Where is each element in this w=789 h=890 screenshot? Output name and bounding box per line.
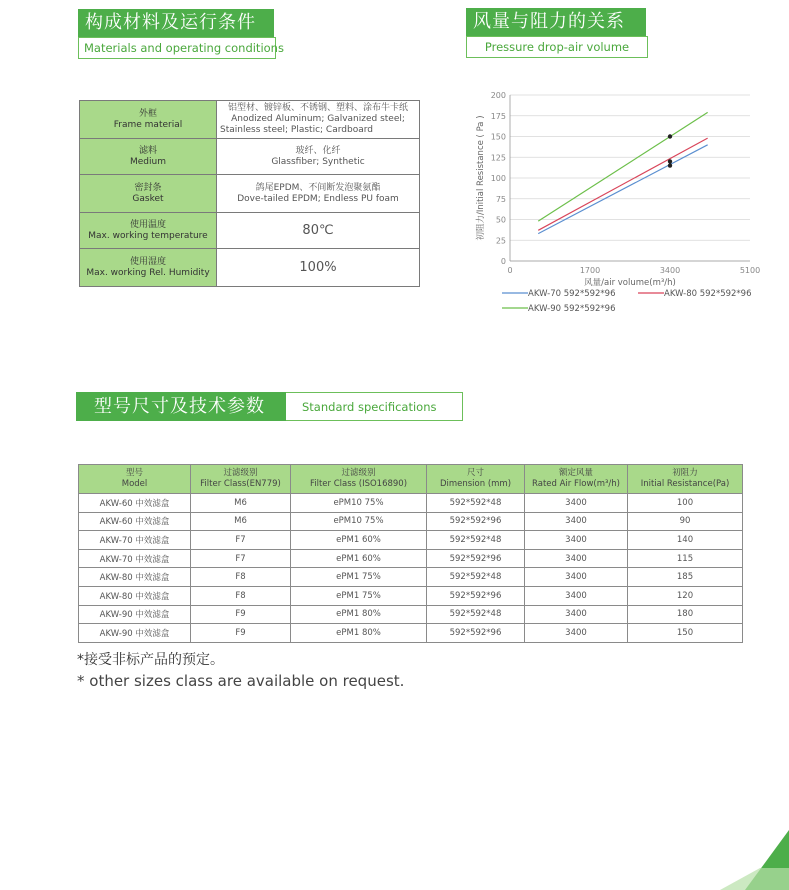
spec-header-en: Model xyxy=(121,479,148,489)
spec-header-cell xyxy=(525,465,628,494)
data-point xyxy=(668,163,672,167)
table-cell: AKW-60 中效滤盒 xyxy=(79,494,191,513)
table-cell: 3400 xyxy=(525,531,628,550)
materials-label-en: Max. working Rel. Humidity xyxy=(86,267,210,278)
table-cell: M6 xyxy=(191,494,291,513)
materials-row xyxy=(80,249,420,287)
table-cell: AKW-90 中效滤盒 xyxy=(79,605,191,624)
spec-header-cn: 尺寸 xyxy=(466,468,484,478)
corner-decoration xyxy=(700,830,789,890)
data-point xyxy=(668,159,672,163)
table-row xyxy=(79,624,743,643)
table-cell: 3400 xyxy=(525,624,628,643)
spec-header-cn: 过滤级别 xyxy=(223,468,258,478)
table-cell: 180 xyxy=(628,605,743,624)
materials-value xyxy=(217,175,420,213)
spec-table xyxy=(78,464,743,643)
spec-header-en: Initial Resistance(Pa) xyxy=(640,479,730,489)
table-cell: ePM1 60% xyxy=(291,549,427,568)
y-axis-label: 初阻力/Initial Resistance ( Pa ) xyxy=(476,115,486,241)
materials-table xyxy=(79,100,420,287)
spec-header-cn: 过滤级别 xyxy=(341,468,376,478)
spec-header-en: Filter Class(EN779) xyxy=(200,479,281,489)
table-cell: 592*592*96 xyxy=(427,512,525,531)
materials-value-line: 玻纤、化纤 xyxy=(295,145,341,156)
table-cell: F9 xyxy=(191,605,291,624)
materials-row xyxy=(80,213,420,249)
y-tick-label: 125 xyxy=(490,153,506,163)
materials-value xyxy=(217,249,420,287)
table-cell: ePM1 80% xyxy=(291,605,427,624)
series-line xyxy=(538,112,707,221)
table-cell: F7 xyxy=(191,549,291,568)
table-row xyxy=(79,549,743,568)
spec-header-cn: 初阻力 xyxy=(672,468,698,478)
materials-value-line: 铝型材、镀锌板、不锈钢、塑料、涂布牛卡纸 xyxy=(227,103,408,113)
spec-header-cell xyxy=(79,465,191,494)
y-tick-label: 100 xyxy=(490,174,506,183)
resistance-chart xyxy=(470,85,770,325)
materials-row xyxy=(80,175,420,213)
y-tick-label: 75 xyxy=(495,194,506,204)
table-cell: 592*592*48 xyxy=(427,568,525,587)
table-cell: 592*592*96 xyxy=(427,549,525,568)
table-cell: 115 xyxy=(628,549,743,568)
materials-subtitle: Materials and operating conditions xyxy=(78,37,276,59)
y-tick-label: 0 xyxy=(500,257,506,266)
table-cell: AKW-70 中效滤盒 xyxy=(79,549,191,568)
materials-label-cn: 滤料 xyxy=(138,145,157,156)
table-cell: 150 xyxy=(628,624,743,643)
materials-value xyxy=(217,213,420,249)
table-row xyxy=(79,586,743,605)
table-cell: 592*592*48 xyxy=(427,494,525,513)
table-cell: AKW-60 中效滤盒 xyxy=(79,512,191,531)
table-cell: AKW-90 中效滤盒 xyxy=(79,624,191,643)
materials-value-line: Anodized Aluminum; Galvanized steel; xyxy=(231,114,405,124)
table-cell: AKW-80 中效滤盒 xyxy=(79,568,191,587)
materials-label xyxy=(80,249,217,287)
materials-value-line: Stainless steel; Plastic; Cardboard xyxy=(220,125,373,135)
x-tick-label: 1700 xyxy=(579,266,601,275)
table-cell: F9 xyxy=(191,624,291,643)
series-line xyxy=(538,145,707,234)
series-line xyxy=(538,138,707,230)
spec-header-en: Filter Class (ISO16890) xyxy=(309,479,408,489)
table-cell: AKW-80 中效滤盒 xyxy=(79,586,191,605)
materials-value-line: 100% xyxy=(299,260,337,275)
legend-label: AKW-90 592*592*96 xyxy=(528,304,616,314)
x-tick-label: 0 xyxy=(507,266,513,275)
table-cell: 592*592*96 xyxy=(427,624,525,643)
table-row xyxy=(79,605,743,624)
table-cell: F8 xyxy=(191,586,291,605)
table-row xyxy=(79,494,743,513)
table-cell: F8 xyxy=(191,568,291,587)
materials-label-en: Frame material xyxy=(113,119,183,130)
table-cell: ePM1 75% xyxy=(291,568,427,587)
table-cell: 3400 xyxy=(525,549,628,568)
table-cell: 592*592*48 xyxy=(427,605,525,624)
spec-header-cell xyxy=(628,465,743,494)
table-cell: 140 xyxy=(628,531,743,550)
table-cell: 100 xyxy=(628,494,743,513)
table-cell: 90 xyxy=(628,512,743,531)
materials-value-line: 80℃ xyxy=(302,223,334,238)
materials-label-cn: 使用湿度 xyxy=(129,256,166,267)
materials-label xyxy=(80,139,217,175)
chart-title: 风量与阻力的关系 xyxy=(466,8,646,36)
spec-subtitle: Standard specifications xyxy=(302,400,437,414)
spec-header-cn: 额定风量 xyxy=(558,468,593,478)
spec-header-cell xyxy=(427,465,525,494)
y-tick-label: 175 xyxy=(490,111,506,121)
y-tick-label: 200 xyxy=(490,91,506,100)
table-row xyxy=(79,531,743,550)
spec-header-cell xyxy=(191,465,291,494)
materials-label xyxy=(80,101,217,139)
table-cell: ePM10 75% xyxy=(291,494,427,513)
table-cell: 185 xyxy=(628,568,743,587)
table-cell: 592*592*48 xyxy=(427,531,525,550)
legend-label: AKW-70 592*592*96 xyxy=(528,289,616,299)
materials-row xyxy=(80,101,420,139)
materials-label-en: Gasket xyxy=(132,193,164,204)
materials-value-line: Dove-tailed EPDM; Endless PU foam xyxy=(237,193,399,204)
spec-header-cn: 型号 xyxy=(125,468,143,478)
table-cell: 592*592*96 xyxy=(427,586,525,605)
y-tick-label: 50 xyxy=(495,215,506,225)
materials-value xyxy=(217,101,420,139)
spec-header-en: Dimension (mm) xyxy=(439,479,512,489)
materials-value xyxy=(217,139,420,175)
table-cell: ePM1 60% xyxy=(291,531,427,550)
table-cell: AKW-70 中效滤盒 xyxy=(79,531,191,550)
materials-title: 构成材料及运行条件 xyxy=(78,9,274,37)
table-cell: ePM10 75% xyxy=(291,512,427,531)
y-tick-label: 25 xyxy=(495,236,506,246)
materials-value-line: Glassfiber; Synthetic xyxy=(271,156,365,167)
materials-label-cn: 外框 xyxy=(138,108,157,119)
x-tick-label: 3400 xyxy=(659,266,681,275)
note-en: * other sizes class are available on request. xyxy=(77,672,405,690)
table-cell: F7 xyxy=(191,531,291,550)
data-point xyxy=(668,134,672,138)
table-row xyxy=(79,512,743,531)
spec-header-cell xyxy=(291,465,427,494)
materials-label xyxy=(80,175,217,213)
table-cell: 3400 xyxy=(525,568,628,587)
table-cell: 3400 xyxy=(525,586,628,605)
materials-label-cn: 使用温度 xyxy=(129,219,166,230)
note-cn: *接受非标产品的预定。 xyxy=(77,652,224,668)
table-cell: ePM1 75% xyxy=(291,586,427,605)
x-tick-label: 5100 xyxy=(739,266,761,275)
materials-label xyxy=(80,213,217,249)
corner-shape-light xyxy=(720,868,789,890)
spec-header-en: Rated Air Flow(m³/h) xyxy=(532,479,620,489)
materials-label-cn: 密封条 xyxy=(134,182,162,193)
table-cell: 120 xyxy=(628,586,743,605)
materials-row xyxy=(80,139,420,175)
x-axis-label: 风量/air volume(m³/h) xyxy=(584,278,676,288)
spec-title: 型号尺寸及技术参数 xyxy=(76,392,286,421)
legend-label: AKW-80 592*592*96 xyxy=(664,289,752,299)
table-cell: 3400 xyxy=(525,605,628,624)
materials-value-line: 鸽尾EPDM、不间断发泡聚氨酯 xyxy=(255,182,381,193)
table-cell: ePM1 80% xyxy=(291,624,427,643)
table-cell: 3400 xyxy=(525,494,628,513)
table-row xyxy=(79,568,743,587)
chart-svg xyxy=(470,85,770,325)
materials-label-en: Medium xyxy=(130,156,166,167)
y-tick-label: 150 xyxy=(490,132,506,142)
table-cell: M6 xyxy=(191,512,291,531)
materials-label-en: Max. working temperature xyxy=(88,230,208,241)
table-cell: 3400 xyxy=(525,512,628,531)
chart-subtitle: Pressure drop-air volume xyxy=(466,36,648,58)
